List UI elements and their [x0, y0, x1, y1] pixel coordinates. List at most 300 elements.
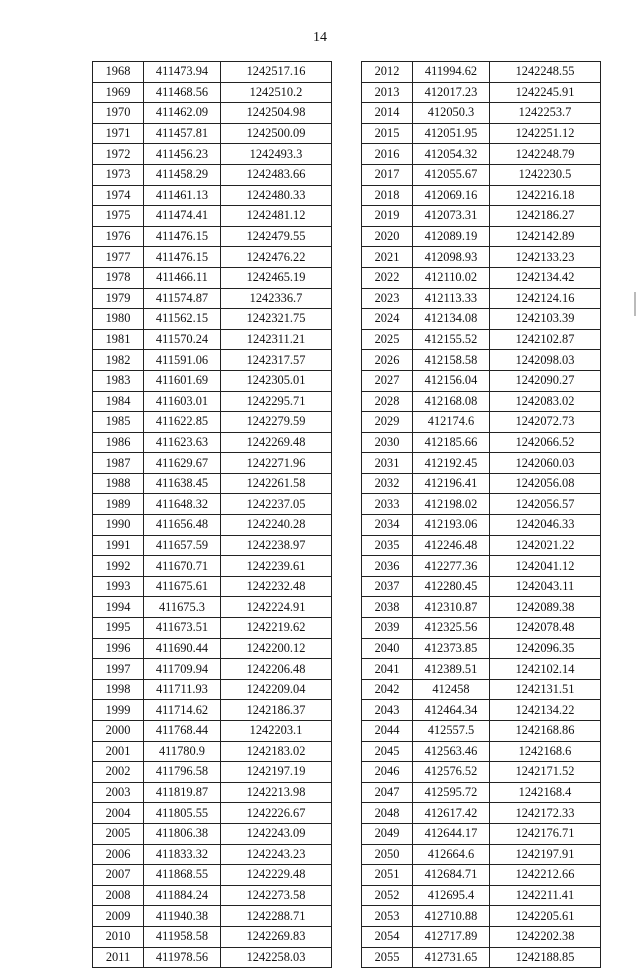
point-number-cell: 1987: [93, 453, 144, 474]
y-coordinate-cell: 1242232.48: [221, 576, 332, 597]
y-coordinate-cell: 1242131.51: [490, 679, 601, 700]
table-row: [93, 370, 332, 391]
y-coordinate-cell: 1242102.87: [490, 329, 601, 350]
point-number-cell: 1992: [93, 556, 144, 577]
table-row: [362, 741, 601, 762]
point-number-cell: 2005: [93, 823, 144, 844]
scan-edge-mark: [634, 292, 636, 316]
x-coordinate-cell: 412717.89: [413, 926, 490, 947]
x-coordinate-cell: 411476.15: [144, 226, 221, 247]
point-number-cell: 2033: [362, 494, 413, 515]
point-number-cell: 1974: [93, 185, 144, 206]
x-coordinate-cell: 411473.94: [144, 62, 221, 83]
x-coordinate-cell: 412731.65: [413, 947, 490, 968]
point-number-cell: 2001: [93, 741, 144, 762]
point-number-cell: 2038: [362, 597, 413, 618]
y-coordinate-cell: 1242481.12: [221, 206, 332, 227]
point-number-cell: 2014: [362, 103, 413, 124]
x-coordinate-cell: 412325.56: [413, 618, 490, 639]
x-coordinate-cell: 412089.19: [413, 226, 490, 247]
table-row: [362, 679, 601, 700]
y-coordinate-cell: 1242480.33: [221, 185, 332, 206]
point-number-cell: 2041: [362, 659, 413, 680]
point-number-cell: 2027: [362, 370, 413, 391]
y-coordinate-cell: 1242213.98: [221, 782, 332, 803]
x-coordinate-cell: 412069.16: [413, 185, 490, 206]
x-coordinate-cell: 411461.13: [144, 185, 221, 206]
x-coordinate-cell: 412017.23: [413, 82, 490, 103]
y-coordinate-cell: 1242176.71: [490, 823, 601, 844]
point-number-cell: 2010: [93, 926, 144, 947]
x-coordinate-cell: 411601.69: [144, 370, 221, 391]
x-coordinate-cell: 412310.87: [413, 597, 490, 618]
table-row: [362, 412, 601, 433]
point-number-cell: 2045: [362, 741, 413, 762]
x-coordinate-cell: 411603.01: [144, 391, 221, 412]
y-coordinate-cell: 1242134.42: [490, 267, 601, 288]
y-coordinate-cell: 1242224.91: [221, 597, 332, 618]
table-row: [93, 432, 332, 453]
y-coordinate-cell: 1242243.23: [221, 844, 332, 865]
y-coordinate-cell: 1242168.4: [490, 782, 601, 803]
point-number-cell: 2040: [362, 638, 413, 659]
y-coordinate-cell: 1242206.48: [221, 659, 332, 680]
table-row: [93, 453, 332, 474]
point-number-cell: 2016: [362, 144, 413, 165]
point-number-cell: 1980: [93, 309, 144, 330]
x-coordinate-cell: 412051.95: [413, 123, 490, 144]
point-number-cell: 2032: [362, 473, 413, 494]
table-row: [362, 844, 601, 865]
table-row: [93, 947, 332, 968]
x-coordinate-cell: 411768.44: [144, 721, 221, 742]
x-coordinate-cell: 411462.09: [144, 103, 221, 124]
table-row: [362, 535, 601, 556]
point-number-cell: 2024: [362, 309, 413, 330]
table-row: [362, 700, 601, 721]
y-coordinate-cell: 1242056.57: [490, 494, 601, 515]
y-coordinate-cell: 1242186.37: [221, 700, 332, 721]
point-number-cell: 1977: [93, 247, 144, 268]
point-number-cell: 2026: [362, 350, 413, 371]
y-coordinate-cell: 1242239.61: [221, 556, 332, 577]
y-coordinate-cell: 1242517.16: [221, 62, 332, 83]
table-row: [362, 164, 601, 185]
table-row: [362, 288, 601, 309]
x-coordinate-cell: 411656.48: [144, 515, 221, 536]
x-coordinate-cell: 411458.29: [144, 164, 221, 185]
y-coordinate-cell: 1242200.12: [221, 638, 332, 659]
x-coordinate-cell: 412054.32: [413, 144, 490, 165]
x-coordinate-cell: 411622.85: [144, 412, 221, 433]
x-coordinate-cell: 412110.02: [413, 267, 490, 288]
point-number-cell: 2046: [362, 762, 413, 783]
x-coordinate-cell: 411833.32: [144, 844, 221, 865]
x-coordinate-cell: 412158.58: [413, 350, 490, 371]
point-number-cell: 2034: [362, 515, 413, 536]
y-coordinate-cell: 1242226.67: [221, 803, 332, 824]
table-row: [93, 82, 332, 103]
point-number-cell: 2055: [362, 947, 413, 968]
table-row: [93, 576, 332, 597]
point-number-cell: 1972: [93, 144, 144, 165]
y-coordinate-cell: 1242056.08: [490, 473, 601, 494]
x-coordinate-cell: 412373.85: [413, 638, 490, 659]
x-coordinate-cell: 412113.33: [413, 288, 490, 309]
table-row: [93, 309, 332, 330]
x-coordinate-cell: 412168.08: [413, 391, 490, 412]
y-coordinate-cell: 1242493.3: [221, 144, 332, 165]
x-coordinate-cell: 412050.3: [413, 103, 490, 124]
point-number-cell: 1984: [93, 391, 144, 412]
table-row: [362, 618, 601, 639]
y-coordinate-cell: 1242336.7: [221, 288, 332, 309]
y-coordinate-cell: 1242021.22: [490, 535, 601, 556]
y-coordinate-cell: 1242273.58: [221, 885, 332, 906]
point-number-cell: 2030: [362, 432, 413, 453]
table-row: [362, 659, 601, 680]
point-number-cell: 2008: [93, 885, 144, 906]
x-coordinate-cell: 412155.52: [413, 329, 490, 350]
table-row: [362, 391, 601, 412]
table-row: [93, 782, 332, 803]
table-row: [93, 473, 332, 494]
y-coordinate-cell: 1242183.02: [221, 741, 332, 762]
table-row: [362, 62, 601, 83]
table-row: [93, 103, 332, 124]
table-row: [93, 700, 332, 721]
y-coordinate-cell: 1242212.66: [490, 865, 601, 886]
y-coordinate-cell: 1242295.71: [221, 391, 332, 412]
table-row: [93, 906, 332, 927]
y-coordinate-cell: 1242269.83: [221, 926, 332, 947]
table-row: [93, 391, 332, 412]
x-coordinate-cell: 412617.42: [413, 803, 490, 824]
point-number-cell: 2031: [362, 453, 413, 474]
table-row: [362, 453, 601, 474]
point-number-cell: 1993: [93, 576, 144, 597]
x-coordinate-cell: 411623.63: [144, 432, 221, 453]
x-coordinate-cell: 411466.11: [144, 267, 221, 288]
y-coordinate-cell: 1242219.62: [221, 618, 332, 639]
table-row: [93, 659, 332, 680]
coordinates-table-right: [361, 61, 601, 968]
table-row: [362, 823, 601, 844]
x-coordinate-cell: 412185.66: [413, 432, 490, 453]
point-number-cell: 2020: [362, 226, 413, 247]
y-coordinate-cell: 1242142.89: [490, 226, 601, 247]
table-row: [362, 865, 601, 886]
y-coordinate-cell: 1242102.14: [490, 659, 601, 680]
x-coordinate-cell: 411570.24: [144, 329, 221, 350]
point-number-cell: 2036: [362, 556, 413, 577]
y-coordinate-cell: 1242066.52: [490, 432, 601, 453]
point-number-cell: 2043: [362, 700, 413, 721]
table-row: [93, 535, 332, 556]
y-coordinate-cell: 1242098.03: [490, 350, 601, 371]
x-coordinate-cell: 411796.58: [144, 762, 221, 783]
y-coordinate-cell: 1242046.33: [490, 515, 601, 536]
table-row: [93, 721, 332, 742]
x-coordinate-cell: 412246.48: [413, 535, 490, 556]
point-number-cell: 1996: [93, 638, 144, 659]
y-coordinate-cell: 1242103.39: [490, 309, 601, 330]
point-number-cell: 2053: [362, 906, 413, 927]
table-row: [93, 412, 332, 433]
x-coordinate-cell: 411819.87: [144, 782, 221, 803]
point-number-cell: 1990: [93, 515, 144, 536]
point-number-cell: 2015: [362, 123, 413, 144]
table-row: [362, 576, 601, 597]
x-coordinate-cell: 412174.6: [413, 412, 490, 433]
point-number-cell: 1991: [93, 535, 144, 556]
point-number-cell: 1985: [93, 412, 144, 433]
y-coordinate-cell: 1242216.18: [490, 185, 601, 206]
table-row: [93, 123, 332, 144]
point-number-cell: 1969: [93, 82, 144, 103]
table-row: [362, 144, 601, 165]
y-coordinate-cell: 1242500.09: [221, 123, 332, 144]
y-coordinate-cell: 1242248.55: [490, 62, 601, 83]
y-coordinate-cell: 1242089.38: [490, 597, 601, 618]
y-coordinate-cell: 1242083.02: [490, 391, 601, 412]
point-number-cell: 2025: [362, 329, 413, 350]
y-coordinate-cell: 1242168.6: [490, 741, 601, 762]
x-coordinate-cell: 411638.45: [144, 473, 221, 494]
table-row: [93, 803, 332, 824]
point-number-cell: 1994: [93, 597, 144, 618]
x-coordinate-cell: 411805.55: [144, 803, 221, 824]
x-coordinate-cell: 411714.62: [144, 700, 221, 721]
table-row: [93, 494, 332, 515]
x-coordinate-cell: 411468.56: [144, 82, 221, 103]
table-row: [93, 597, 332, 618]
x-coordinate-cell: 412192.45: [413, 453, 490, 474]
x-coordinate-cell: 412664.6: [413, 844, 490, 865]
table-row: [93, 823, 332, 844]
x-coordinate-cell: 411884.24: [144, 885, 221, 906]
point-number-cell: 2000: [93, 721, 144, 742]
y-coordinate-cell: 1242078.48: [490, 618, 601, 639]
table-row: [362, 638, 601, 659]
point-number-cell: 1975: [93, 206, 144, 227]
y-coordinate-cell: 1242237.05: [221, 494, 332, 515]
x-coordinate-cell: 412280.45: [413, 576, 490, 597]
x-coordinate-cell: 412198.02: [413, 494, 490, 515]
y-coordinate-cell: 1242253.7: [490, 103, 601, 124]
y-coordinate-cell: 1242243.09: [221, 823, 332, 844]
x-coordinate-cell: 411456.23: [144, 144, 221, 165]
y-coordinate-cell: 1242238.97: [221, 535, 332, 556]
table-row: [362, 432, 601, 453]
table-row: [362, 515, 601, 536]
x-coordinate-cell: 412563.46: [413, 741, 490, 762]
point-number-cell: 2039: [362, 618, 413, 639]
x-coordinate-cell: 411673.51: [144, 618, 221, 639]
point-number-cell: 2004: [93, 803, 144, 824]
y-coordinate-cell: 1242134.22: [490, 700, 601, 721]
y-coordinate-cell: 1242072.73: [490, 412, 601, 433]
x-coordinate-cell: 411675.3: [144, 597, 221, 618]
coordinates-table-left: [92, 61, 332, 968]
y-coordinate-cell: 1242202.38: [490, 926, 601, 947]
x-coordinate-cell: 411978.56: [144, 947, 221, 968]
y-coordinate-cell: 1242197.19: [221, 762, 332, 783]
point-number-cell: 2013: [362, 82, 413, 103]
x-coordinate-cell: 411562.15: [144, 309, 221, 330]
x-coordinate-cell: 411476.15: [144, 247, 221, 268]
point-number-cell: 1986: [93, 432, 144, 453]
point-number-cell: 2007: [93, 865, 144, 886]
point-number-cell: 2021: [362, 247, 413, 268]
y-coordinate-cell: 1242271.96: [221, 453, 332, 474]
table-row: [362, 597, 601, 618]
table-row: [93, 618, 332, 639]
y-coordinate-cell: 1242279.59: [221, 412, 332, 433]
table-row: [93, 185, 332, 206]
y-coordinate-cell: 1242168.86: [490, 721, 601, 742]
table-row: [362, 226, 601, 247]
point-number-cell: 2042: [362, 679, 413, 700]
point-number-cell: 1979: [93, 288, 144, 309]
table-row: [362, 473, 601, 494]
table-row: [362, 350, 601, 371]
table-row: [93, 926, 332, 947]
point-number-cell: 1995: [93, 618, 144, 639]
table-row: [93, 226, 332, 247]
x-coordinate-cell: 411806.38: [144, 823, 221, 844]
x-coordinate-cell: 412710.88: [413, 906, 490, 927]
y-coordinate-cell: 1242188.85: [490, 947, 601, 968]
table-row: [93, 206, 332, 227]
point-number-cell: 1973: [93, 164, 144, 185]
y-coordinate-cell: 1242090.27: [490, 370, 601, 391]
x-coordinate-cell: 411574.87: [144, 288, 221, 309]
y-coordinate-cell: 1242133.23: [490, 247, 601, 268]
x-coordinate-cell: 412134.08: [413, 309, 490, 330]
point-number-cell: 1976: [93, 226, 144, 247]
point-number-cell: 2029: [362, 412, 413, 433]
table-row: [93, 329, 332, 350]
x-coordinate-cell: 411457.81: [144, 123, 221, 144]
point-number-cell: 1997: [93, 659, 144, 680]
y-coordinate-cell: 1242229.48: [221, 865, 332, 886]
point-number-cell: 2009: [93, 906, 144, 927]
point-number-cell: 2047: [362, 782, 413, 803]
y-coordinate-cell: 1242305.01: [221, 370, 332, 391]
x-coordinate-cell: 411868.55: [144, 865, 221, 886]
x-coordinate-cell: 412576.52: [413, 762, 490, 783]
x-coordinate-cell: 412193.06: [413, 515, 490, 536]
y-coordinate-cell: 1242171.52: [490, 762, 601, 783]
table-row: [362, 885, 601, 906]
table-row: [93, 865, 332, 886]
x-coordinate-cell: 411940.38: [144, 906, 221, 927]
point-number-cell: 2050: [362, 844, 413, 865]
x-coordinate-cell: 411994.62: [413, 62, 490, 83]
point-number-cell: 2002: [93, 762, 144, 783]
table-row: [93, 741, 332, 762]
table-row: [93, 679, 332, 700]
table-row: [362, 556, 601, 577]
page-number: 14: [313, 30, 327, 45]
table-row: [93, 844, 332, 865]
point-number-cell: 2049: [362, 823, 413, 844]
x-coordinate-cell: 411474.41: [144, 206, 221, 227]
x-coordinate-cell: 411670.71: [144, 556, 221, 577]
y-coordinate-cell: 1242041.12: [490, 556, 601, 577]
y-coordinate-cell: 1242240.28: [221, 515, 332, 536]
point-number-cell: 1970: [93, 103, 144, 124]
x-coordinate-cell: 412644.17: [413, 823, 490, 844]
table-row: [362, 370, 601, 391]
point-number-cell: 1978: [93, 267, 144, 288]
x-coordinate-cell: 412196.41: [413, 473, 490, 494]
y-coordinate-cell: 1242258.03: [221, 947, 332, 968]
y-coordinate-cell: 1242476.22: [221, 247, 332, 268]
point-number-cell: 2054: [362, 926, 413, 947]
y-coordinate-cell: 1242479.55: [221, 226, 332, 247]
table-row: [93, 288, 332, 309]
x-coordinate-cell: 412684.71: [413, 865, 490, 886]
x-coordinate-cell: 411591.06: [144, 350, 221, 371]
point-number-cell: 2037: [362, 576, 413, 597]
x-coordinate-cell: 411780.9: [144, 741, 221, 762]
point-number-cell: 1989: [93, 494, 144, 515]
point-number-cell: 2006: [93, 844, 144, 865]
point-number-cell: 2011: [93, 947, 144, 968]
point-number-cell: 1981: [93, 329, 144, 350]
x-coordinate-cell: 412557.5: [413, 721, 490, 742]
table-row: [362, 762, 601, 783]
y-coordinate-cell: 1242311.21: [221, 329, 332, 350]
y-coordinate-cell: 1242203.1: [221, 721, 332, 742]
point-number-cell: 2044: [362, 721, 413, 742]
table-row: [362, 82, 601, 103]
y-coordinate-cell: 1242483.66: [221, 164, 332, 185]
y-coordinate-cell: 1242248.79: [490, 144, 601, 165]
y-coordinate-cell: 1242197.91: [490, 844, 601, 865]
point-number-cell: 1988: [93, 473, 144, 494]
x-coordinate-cell: 412458: [413, 679, 490, 700]
point-number-cell: 2023: [362, 288, 413, 309]
y-coordinate-cell: 1242230.5: [490, 164, 601, 185]
y-coordinate-cell: 1242261.58: [221, 473, 332, 494]
table-row: [93, 62, 332, 83]
point-number-cell: 2018: [362, 185, 413, 206]
y-coordinate-cell: 1242096.35: [490, 638, 601, 659]
x-coordinate-cell: 412595.72: [413, 782, 490, 803]
y-coordinate-cell: 1242245.91: [490, 82, 601, 103]
point-number-cell: 1999: [93, 700, 144, 721]
y-coordinate-cell: 1242288.71: [221, 906, 332, 927]
table-row: [362, 267, 601, 288]
point-number-cell: 2035: [362, 535, 413, 556]
table-row: [362, 329, 601, 350]
table-row: [93, 144, 332, 165]
y-coordinate-cell: 1242317.57: [221, 350, 332, 371]
table-row: [93, 164, 332, 185]
table-row: [362, 782, 601, 803]
y-coordinate-cell: 1242504.98: [221, 103, 332, 124]
x-coordinate-cell: 412277.36: [413, 556, 490, 577]
table-row: [93, 885, 332, 906]
y-coordinate-cell: 1242251.12: [490, 123, 601, 144]
point-number-cell: 2022: [362, 267, 413, 288]
x-coordinate-cell: 412389.51: [413, 659, 490, 680]
x-coordinate-cell: 411675.61: [144, 576, 221, 597]
table-row: [362, 947, 601, 968]
